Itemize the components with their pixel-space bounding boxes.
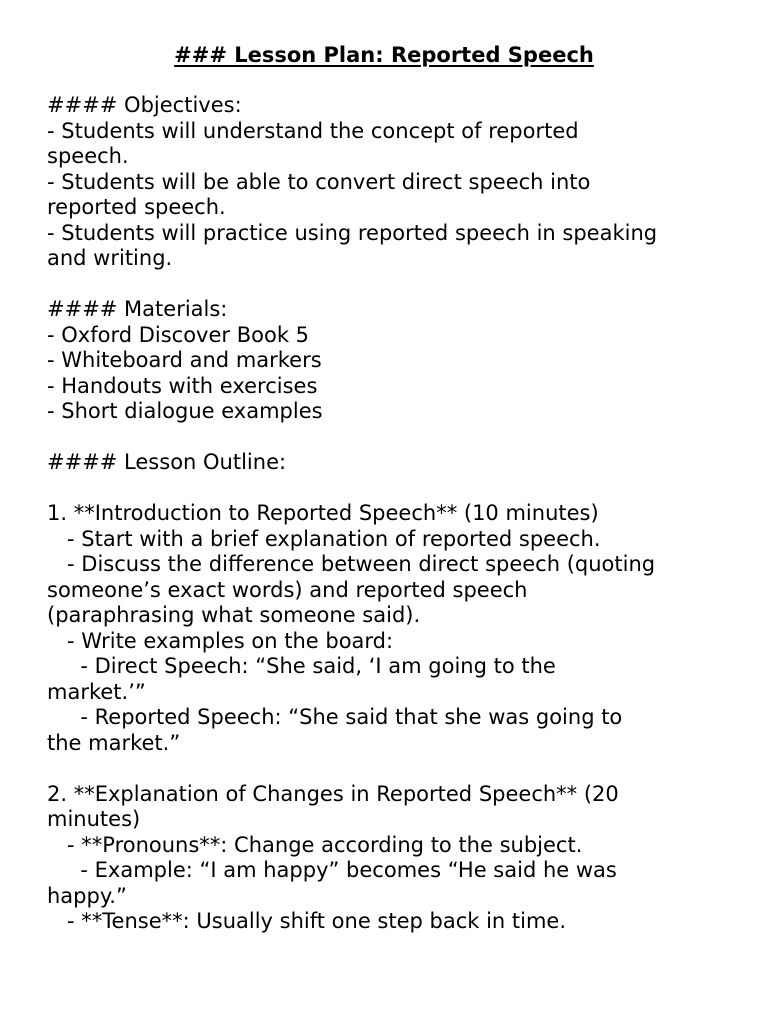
text-line: - Whiteboard and markers [47,348,322,372]
text-line: - Start with a brief explanation of reported speech. [47,526,601,551]
text-line: minutes) [47,807,141,831]
text-line: and writing. [47,246,173,270]
text-line: market.’” [47,679,146,704]
blank-line [47,425,737,451]
document-body [47,93,737,935]
blank-line [47,756,737,782]
text-line: #### Lesson Outline: [47,450,287,474]
text-line: - Short dialogue examples [47,399,323,423]
text-line: - Students will understand the concept of reported [47,118,579,143]
blank-line [47,476,737,502]
text-line: speech. [47,144,129,168]
text-line: - Students will practice using reported speech in speaking [47,220,658,245]
text-line: 1. **Introduction to Reported Speech** (10 minutes) [47,501,599,525]
document-title: ### Lesson Plan: Reported Speech [174,43,594,67]
text-line: - Direct Speech: “She said, ‘I am going to the [47,654,556,678]
text-line: reported speech. [47,195,226,219]
text-line: the market.” [47,730,181,755]
text-line: - **Pronouns**: Change according to the subject. [47,832,583,857]
text-line: (paraphrasing what someone said). [47,603,421,627]
text-line: - Handouts with exercises [47,373,318,398]
text-line: - Students will be able to convert direct speech into [47,169,591,194]
blank-line [47,272,737,298]
text-line: happy.” [47,883,127,908]
text-line: - Discuss the difference between direct speech (quoting [47,552,656,576]
text-line: - **Tense**: Usually shift one step back in time. [47,909,567,933]
text-line: - Reported Speech: “She said that she was going to [47,705,623,729]
text-line: 2. **Explanation of Changes in Reported Speech** (20 [47,781,619,806]
text-line: - Oxford Discover Book 5 [47,322,310,347]
text-line: #### Objectives: [47,93,242,117]
text-line: someone’s exact words) and reported speech [47,577,528,602]
text-line: - Write examples on the board: [47,628,394,653]
text-line: #### Materials: [47,297,228,321]
text-line: - Example: “I am happy” becomes “He said he was [47,858,617,882]
